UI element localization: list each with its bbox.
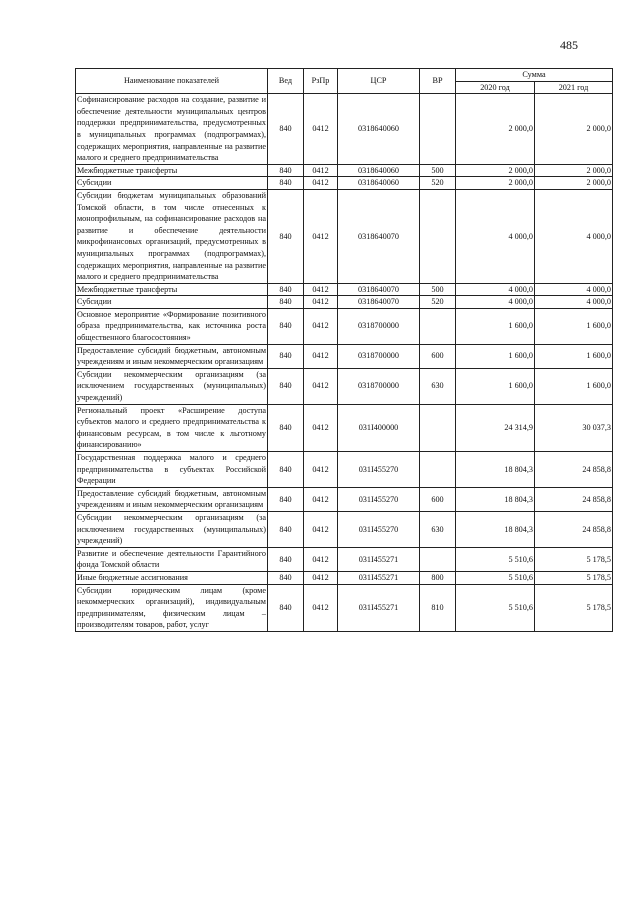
table-row xyxy=(76,571,613,584)
row-2020-cell: 4 000,0 xyxy=(456,283,535,296)
table-row xyxy=(76,94,613,165)
row-rzpr-cell: 0412 xyxy=(304,283,338,296)
table-row xyxy=(76,164,613,177)
row-2021-cell: 2 000,0 xyxy=(535,164,613,177)
row-2020-cell: 2 000,0 xyxy=(456,94,535,165)
header-ved: Вед xyxy=(268,69,304,94)
row-rzpr-cell: 0412 xyxy=(304,571,338,584)
row-2021-cell: 1 600,0 xyxy=(535,308,613,344)
table-row xyxy=(76,344,613,368)
row-2021-cell: 2 000,0 xyxy=(535,177,613,190)
row-vr-cell: 600 xyxy=(420,344,456,368)
table-row xyxy=(76,368,613,404)
row-csr-cell: 031I455271 xyxy=(338,547,420,571)
row-vr-cell xyxy=(420,189,456,283)
table-row xyxy=(76,511,613,547)
row-vr-cell: 600 xyxy=(420,487,456,511)
row-name-cell: Субсидии xyxy=(76,177,268,190)
table-row xyxy=(76,189,613,283)
header-name: Наименование показателей xyxy=(76,69,268,94)
row-vr-cell xyxy=(420,308,456,344)
row-name-cell: Субсидии xyxy=(76,296,268,309)
row-2021-cell: 4 000,0 xyxy=(535,296,613,309)
row-ved-cell: 840 xyxy=(268,487,304,511)
row-2021-cell: 5 178,5 xyxy=(535,571,613,584)
row-name-cell: Субсидии некоммерческим организациям (за исключением государственных (муниципальных) учреждений) xyxy=(76,368,268,404)
row-2020-cell: 4 000,0 xyxy=(456,189,535,283)
row-ved-cell: 840 xyxy=(268,344,304,368)
row-2021-cell: 24 858,8 xyxy=(535,511,613,547)
row-2021-cell: 2 000,0 xyxy=(535,94,613,165)
row-2020-cell: 5 510,6 xyxy=(456,571,535,584)
row-csr-cell: 031I455270 xyxy=(338,487,420,511)
row-name-cell: Предоставление субсидий бюджетным, автономным учреждениям и иным некоммерческим организациям xyxy=(76,344,268,368)
row-2021-cell: 1 600,0 xyxy=(535,368,613,404)
table-row xyxy=(76,452,613,488)
row-rzpr-cell: 0412 xyxy=(304,511,338,547)
row-ved-cell: 840 xyxy=(268,511,304,547)
row-name-cell: Основное мероприятие «Формирование позитивного образа предпринимательства, как источника роста общественного благосостояния» xyxy=(76,308,268,344)
row-csr-cell: 0318700000 xyxy=(338,344,420,368)
row-2021-cell: 4 000,0 xyxy=(535,189,613,283)
row-vr-cell xyxy=(420,94,456,165)
row-csr-cell: 0318640060 xyxy=(338,177,420,190)
row-vr-cell xyxy=(420,452,456,488)
page-number: 485 xyxy=(560,38,578,52)
row-name-cell: Государственная поддержка малого и среднего предпринимательства в субъектах Российской Федерации xyxy=(76,452,268,488)
row-ved-cell: 840 xyxy=(268,584,304,631)
table-row xyxy=(76,584,613,631)
row-2020-cell: 5 510,6 xyxy=(456,547,535,571)
row-name-cell: Субсидии некоммерческим организациям (за исключением государственных (муниципальных) учреждений) xyxy=(76,511,268,547)
row-rzpr-cell: 0412 xyxy=(304,189,338,283)
row-2020-cell: 24 314,9 xyxy=(456,404,535,451)
row-csr-cell: 0318640070 xyxy=(338,296,420,309)
row-2021-cell: 24 858,8 xyxy=(535,487,613,511)
row-vr-cell xyxy=(420,404,456,451)
header-vr: ВР xyxy=(420,69,456,94)
row-vr-cell xyxy=(420,547,456,571)
row-csr-cell: 0318640060 xyxy=(338,164,420,177)
row-name-cell: Предоставление субсидий бюджетным, автономным учреждениям и иным некоммерческим организациям xyxy=(76,487,268,511)
row-2021-cell: 30 037,3 xyxy=(535,404,613,451)
row-ved-cell: 840 xyxy=(268,94,304,165)
header-csr: ЦСР xyxy=(338,69,420,94)
row-2020-cell: 18 804,3 xyxy=(456,511,535,547)
table-row xyxy=(76,296,613,309)
table-row xyxy=(76,177,613,190)
row-ved-cell: 840 xyxy=(268,296,304,309)
row-2020-cell: 1 600,0 xyxy=(456,308,535,344)
row-name-cell: Софинансирование расходов на создание, развитие и обеспечение деятельности муниципальных центров поддержки предпринимательства, предусмотренных в муниципальных программах (подпрограммах), содержащих мероприятия, направленные на развитие малого и среднего предпринимательства xyxy=(76,94,268,165)
row-ved-cell: 840 xyxy=(268,547,304,571)
row-name-cell: Межбюджетные трансферты xyxy=(76,164,268,177)
row-2021-cell: 5 178,5 xyxy=(535,584,613,631)
row-rzpr-cell: 0412 xyxy=(304,584,338,631)
row-vr-cell: 800 xyxy=(420,571,456,584)
row-2020-cell: 1 600,0 xyxy=(456,368,535,404)
table-row xyxy=(76,404,613,451)
row-vr-cell: 810 xyxy=(420,584,456,631)
row-rzpr-cell: 0412 xyxy=(304,344,338,368)
row-rzpr-cell: 0412 xyxy=(304,452,338,488)
row-2021-cell: 5 178,5 xyxy=(535,547,613,571)
row-ved-cell: 840 xyxy=(268,164,304,177)
row-vr-cell: 520 xyxy=(420,296,456,309)
header-year-2021: 2021 год xyxy=(535,81,613,94)
table-row xyxy=(76,487,613,511)
table-header xyxy=(76,69,613,94)
header-rzpr: РзПр xyxy=(304,69,338,94)
row-rzpr-cell: 0412 xyxy=(304,368,338,404)
row-name-cell: Субсидии бюджетам муниципальных образований Томской области, в том числе отнесенных к монопрофильным, на софинансирование расходов на развитие и обеспечение деятельности микрофинансовых организаций, предусмотренных в муниципальных программах (подпрограммах), содержащих мероприятия, направленные на развитие малого и среднего предпринимательства xyxy=(76,189,268,283)
row-rzpr-cell: 0412 xyxy=(304,177,338,190)
row-rzpr-cell: 0412 xyxy=(304,94,338,165)
row-csr-cell: 031I455271 xyxy=(338,584,420,631)
row-csr-cell: 031I455270 xyxy=(338,452,420,488)
row-name-cell: Межбюджетные трансферты xyxy=(76,283,268,296)
row-csr-cell: 0318700000 xyxy=(338,308,420,344)
row-vr-cell: 630 xyxy=(420,368,456,404)
row-csr-cell: 0318700000 xyxy=(338,368,420,404)
header-sum: Сумма xyxy=(456,69,613,82)
row-name-cell: Иные бюджетные ассигнования xyxy=(76,571,268,584)
row-rzpr-cell: 0412 xyxy=(304,547,338,571)
row-name-cell: Субсидии юридическим лицам (кроме некоммерческих организаций), индивидуальным предпринимателям, физическим лицам – производителям товаров, работ, услуг xyxy=(76,584,268,631)
row-ved-cell: 840 xyxy=(268,368,304,404)
budget-table xyxy=(75,68,613,632)
row-rzpr-cell: 0412 xyxy=(304,308,338,344)
row-2021-cell: 1 600,0 xyxy=(535,344,613,368)
row-ved-cell: 840 xyxy=(268,308,304,344)
table-row xyxy=(76,308,613,344)
row-csr-cell: 0318640070 xyxy=(338,283,420,296)
row-csr-cell: 0318640060 xyxy=(338,94,420,165)
row-csr-cell: 031I400000 xyxy=(338,404,420,451)
row-2020-cell: 5 510,6 xyxy=(456,584,535,631)
row-csr-cell: 031I455271 xyxy=(338,571,420,584)
table-row xyxy=(76,547,613,571)
row-2020-cell: 2 000,0 xyxy=(456,177,535,190)
table-body xyxy=(76,94,613,632)
row-ved-cell: 840 xyxy=(268,189,304,283)
row-2020-cell: 1 600,0 xyxy=(456,344,535,368)
row-vr-cell: 630 xyxy=(420,511,456,547)
row-2021-cell: 24 858,8 xyxy=(535,452,613,488)
row-rzpr-cell: 0412 xyxy=(304,164,338,177)
row-2020-cell: 18 804,3 xyxy=(456,452,535,488)
row-ved-cell: 840 xyxy=(268,283,304,296)
row-ved-cell: 840 xyxy=(268,452,304,488)
row-name-cell: Развитие и обеспечение деятельности Гарантийного фонда Томской области xyxy=(76,547,268,571)
row-ved-cell: 840 xyxy=(268,404,304,451)
row-rzpr-cell: 0412 xyxy=(304,404,338,451)
row-vr-cell: 500 xyxy=(420,283,456,296)
row-csr-cell: 0318640070 xyxy=(338,189,420,283)
row-name-cell: Региональный проект «Расширение доступа субъектов малого и среднего предпринимательства к финансовым ресурсам, в том числе к льготному финансированию» xyxy=(76,404,268,451)
row-2020-cell: 2 000,0 xyxy=(456,164,535,177)
header-year-2020: 2020 год xyxy=(456,81,535,94)
row-vr-cell: 500 xyxy=(420,164,456,177)
table-row xyxy=(76,283,613,296)
row-rzpr-cell: 0412 xyxy=(304,296,338,309)
row-2020-cell: 18 804,3 xyxy=(456,487,535,511)
row-ved-cell: 840 xyxy=(268,571,304,584)
row-vr-cell: 520 xyxy=(420,177,456,190)
row-2020-cell: 4 000,0 xyxy=(456,296,535,309)
row-csr-cell: 031I455270 xyxy=(338,511,420,547)
row-2021-cell: 4 000,0 xyxy=(535,283,613,296)
row-ved-cell: 840 xyxy=(268,177,304,190)
row-rzpr-cell: 0412 xyxy=(304,487,338,511)
